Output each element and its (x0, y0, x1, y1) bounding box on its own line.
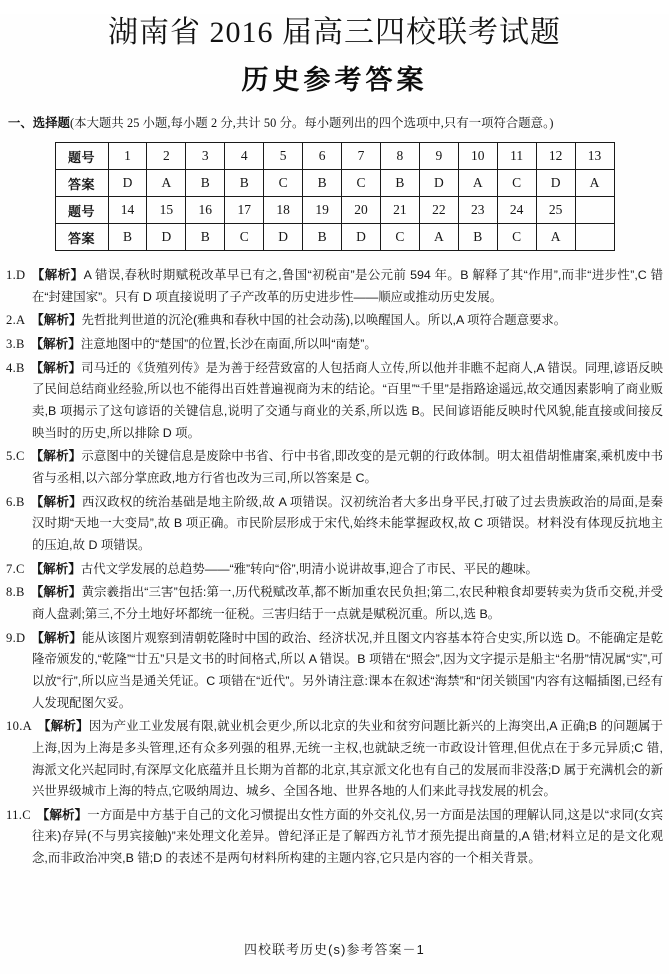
question-number-cell: 8 (380, 143, 419, 170)
analysis-tag: 【解析】 (37, 719, 89, 734)
explanation-text: 示意图中的关键信息是废除中书省、行中书省,即改变的是元朝的行政体制。明太祖借胡惟庸案,乘机废中书省与丞相,以六部分掌庶政,地方行省也改为三司,所以答案是 C。 (32, 449, 663, 485)
question-number-cell: 16 (186, 197, 225, 224)
table-row (55, 197, 614, 224)
row-header-answer-1: 答案 (55, 170, 108, 197)
answer-cell-empty (575, 224, 614, 251)
question-number-cell: 12 (536, 143, 575, 170)
analysis-tag: 【解析】 (30, 337, 81, 352)
answer-cell: B (108, 224, 147, 251)
answer-sheet-page (0, 14, 669, 974)
explanation-number: 2. (6, 313, 17, 328)
question-number-cell: 18 (264, 197, 303, 224)
explanation-number: 1. (6, 268, 17, 283)
question-number-cell: 13 (575, 143, 614, 170)
page-title: 湖南省 2016 届高三四校联考试题 (108, 16, 561, 49)
row-header-question-1: 题号 (55, 143, 108, 170)
answer-cell: D (419, 170, 458, 197)
explanation-text: 能从该图片观察到清朝乾隆时中国的政治、经济状况,并且图文内容基本符合史实,所以选 D。不能确定是乾隆帝颁发的,“乾隆”“廿五”只是文书的时间格式,所以 A 错误。B 项错在“照会”,因为文字提示是船主“名册”情况属“实”,可以放“行”,所以应当是通关凭证。C 项错在“近代”。另外请注意:课本在叙述“海禁”和“闭关锁国”内容有这幅插图,已经有人发现配图欠妥。 (32, 630, 663, 710)
explanation-text: 一方面是中方基于自己的文化习惯提出女性方面的外交礼仪,另一方面是法国的理解认同,这是以“求同(女宾往来)存异(不与男宾接触)”来处理文化差异。曾纪泽正是了解西方礼节才预先提出商量的,A 错;材料立足的是文化观念,而非政治冲突,B 错;D 的表述不是两句材料所构建的主题内容,它只是内容的一个相关背景。 (32, 807, 663, 866)
answer-cell: B (458, 224, 497, 251)
question-number-cell: 3 (186, 143, 225, 170)
analysis-tag: 【解析】 (30, 585, 82, 600)
answer-cell: D (264, 224, 303, 251)
explanation-item (6, 492, 663, 557)
explanation-text: A 错误,春秋时期赋税改革早已有之,鲁国“初税亩”是公元前 594 年。B 解释了其“作用”,而非“进步性”,C 错在“封建国家”。只有 D 项直接说明了子产改革的历史进步性——顺应或推动历史发展。 (32, 268, 663, 304)
explanation-text: 黄宗羲指出“三害”包括:第一,历代税赋改革,都不断加重农民负担;第二,农民种粮食却要转卖为货币交税,并受商人盘剥;第三,不分土地好坏都统一征税。三害归结于一点就是赋税沉重。所以,选 B。 (32, 585, 663, 621)
question-number-cell: 21 (380, 197, 419, 224)
explanation-number: 8. (6, 585, 17, 600)
row-header-answer-2: 答案 (55, 224, 108, 251)
answer-cell: A (147, 170, 186, 197)
answer-cell: A (536, 224, 575, 251)
explanation-item (6, 582, 663, 625)
explanation-item (6, 310, 663, 332)
question-number-cell: 6 (303, 143, 342, 170)
answer-key-table (55, 142, 615, 251)
question-number-cell: 1 (108, 143, 147, 170)
row-header-question-2: 题号 (55, 197, 108, 224)
explanation-answer: D (16, 268, 26, 283)
explanation-number: 9. (6, 630, 17, 645)
question-number-cell: 20 (342, 197, 381, 224)
question-number-cell: 5 (264, 143, 303, 170)
explanation-text: 因为产业工业发展有限,就业机会更少,所以北京的失业和贫穷问题比新兴的上海突出,A 正确;B 的问题属于上海,因为上海是多头管理,还有众多列强的租界,无统一主权,也就缺乏统一市政设计管理,但优点在于多元异质;C 错,海派文化兴起同时,有深厚文化底蕴并且长期为首都的北京,其京派文化也有自己的发展而非没落;D 属于充满机会的新兴世界级城市上海的特点,它吸纳周边、城乡、全国各地、世界各地的人们来此寻找发展的机会。 (32, 719, 664, 799)
answer-cell: B (225, 170, 264, 197)
explanation-answer: C (16, 561, 25, 576)
analysis-tag: 【解析】 (30, 561, 81, 576)
answer-cell: C (497, 224, 536, 251)
answer-cell: A (458, 170, 497, 197)
explanation-item (6, 628, 663, 715)
explanation-number: 10. (6, 719, 23, 734)
explanation-item (6, 805, 663, 870)
explanation-number: 4. (6, 360, 17, 375)
table-row (55, 143, 614, 170)
answer-cell: B (380, 170, 419, 197)
analysis-tag: 【解析】 (31, 313, 82, 328)
analysis-tag: 【解析】 (30, 449, 82, 464)
explanation-text: 古代文学发展的总趋势——“雅”转向“俗”,明清小说讲故事,迎合了市民、平民的趣味。 (80, 561, 538, 576)
question-number-cell: 24 (497, 197, 536, 224)
explanation-answer: B (16, 360, 25, 375)
answer-cell: D (108, 170, 147, 197)
answer-cell: B (186, 224, 225, 251)
answer-cell: D (536, 170, 575, 197)
explanation-answer: A (16, 313, 26, 328)
question-number-cell: 19 (303, 197, 342, 224)
question-number-cell: 14 (108, 197, 147, 224)
answer-cell: C (380, 224, 419, 251)
question-number-cell: 22 (419, 197, 458, 224)
explanation-answer: B (16, 337, 25, 352)
section-note: (本大题共 25 小题,每小题 2 分,共计 50 分。每小题列出的四个选项中,只有一项符合题意。) (70, 116, 554, 131)
explanation-text: 司马迁的《货殖列传》是为善于经营致富的人包括商人立传,所以他并非瞧不起商人,A 错误。同理,谚语反映了民间总结商业经验,所以也不能得出百姓普遍视商为末的结论。“百里”“千里”是指路途遥远,故交通因素影响了商业贩卖,B 项揭示了这句谚语的关键信息,说明了交通与商业的关系,所以选 B。民间谚语能反映时代风貌,能直接或间接反映当时的历史,所以排除 D 项。 (32, 360, 663, 440)
explanation-answer: B (16, 494, 25, 509)
analysis-tag: 【解析】 (36, 807, 88, 822)
analysis-tag: 【解析】 (31, 630, 82, 645)
analysis-tag: 【解析】 (31, 268, 84, 283)
answer-cell: C (497, 170, 536, 197)
explanation-list (6, 265, 663, 870)
analysis-tag: 【解析】 (30, 494, 82, 509)
explanation-answer: B (16, 585, 25, 600)
explanation-text: 先哲批判世道的沉沦(雅典和春秋中国的社会动荡),以唤醒国人。所以,A 项符合题意要求。 (81, 313, 567, 328)
question-number-cell: 15 (147, 197, 186, 224)
explanation-item (6, 358, 663, 445)
explanation-text: 西汉政权的统治基础是地主阶级,故 A 项错误。汉初统治者大多出身平民,打破了过去贵族政治的局面,是秦汉时期“天地一大变局”,故 B 项正确。市民阶层形成于宋代,始终未能掌握政权,故 C 项错误。材料没有体现反抗地主的压迫,故 D 项错误。 (32, 494, 664, 552)
question-number-cell: 11 (497, 143, 536, 170)
answer-cell: A (419, 224, 458, 251)
explanation-item (6, 559, 663, 581)
answer-cell: B (186, 170, 225, 197)
explanation-number: 7. (6, 561, 17, 576)
explanation-text: 注意地图中的“楚国”的位置,长沙在南面,所以叫“南楚”。 (80, 337, 377, 352)
page-footer: 四校联考历史(s)参考答案－1 (244, 942, 425, 957)
question-number-cell: 9 (419, 143, 458, 170)
section-label: 一、选择题 (8, 116, 70, 131)
explanation-number: 6. (6, 494, 17, 509)
explanation-answer: C (16, 449, 25, 464)
answer-cell: D (147, 224, 186, 251)
answer-cell: C (342, 170, 381, 197)
answer-cell: B (303, 170, 342, 197)
question-number-cell-empty (575, 197, 614, 224)
question-number-cell: 10 (458, 143, 497, 170)
explanation-answer: D (16, 630, 26, 645)
explanation-number: 5. (6, 449, 17, 464)
section-heading (8, 115, 669, 133)
question-number-cell: 25 (536, 197, 575, 224)
answer-cell: A (575, 170, 614, 197)
explanation-answer: C (22, 807, 31, 822)
page-subtitle: 历史参考答案 (241, 64, 428, 95)
question-number-cell: 2 (147, 143, 186, 170)
table-row (55, 224, 614, 251)
question-number-cell: 17 (225, 197, 264, 224)
explanation-answer: A (22, 719, 32, 734)
explanation-number: 3. (6, 337, 17, 352)
question-number-cell: 7 (342, 143, 381, 170)
question-number-cell: 23 (458, 197, 497, 224)
explanation-item (6, 265, 663, 308)
answer-table-container (0, 142, 669, 251)
answer-cell: B (303, 224, 342, 251)
analysis-tag: 【解析】 (30, 360, 82, 375)
explanation-item (6, 446, 663, 489)
answer-cell: C (225, 224, 264, 251)
answer-cell: C (264, 170, 303, 197)
question-number-cell: 4 (225, 143, 264, 170)
answer-table-body (55, 143, 614, 251)
explanation-item (6, 334, 663, 356)
explanation-item (6, 716, 663, 803)
table-row (55, 170, 614, 197)
explanation-number: 11. (6, 807, 23, 822)
answer-cell: D (342, 224, 381, 251)
